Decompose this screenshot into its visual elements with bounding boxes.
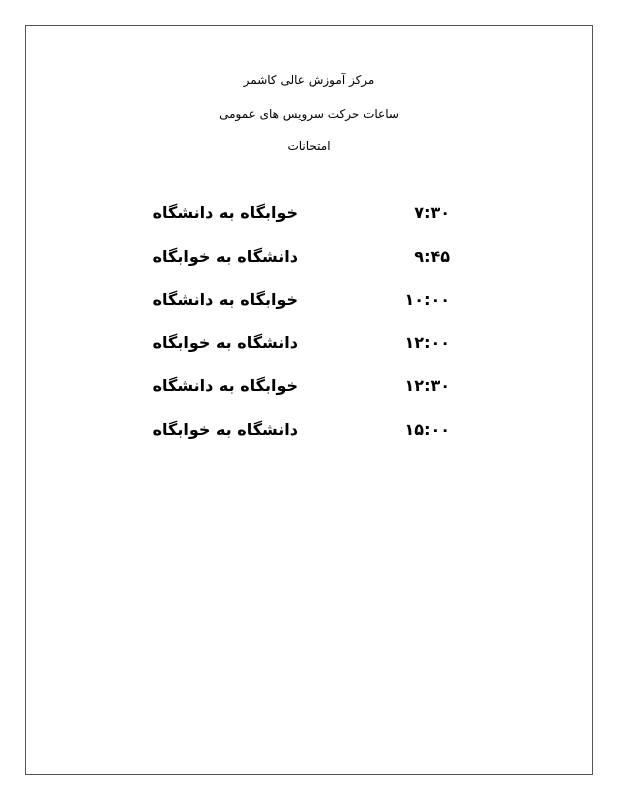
schedule-row	[0, 290, 618, 316]
departure-time: ۹:۴۵	[414, 247, 450, 266]
institution-name: مرکز آموزش عالی کاشمر	[243, 73, 375, 87]
schedule-row	[0, 376, 618, 402]
route-label: دانشگاه به خوابگاه	[152, 333, 298, 352]
schedule-row	[0, 247, 618, 273]
departure-time: ۱۰:۰۰	[404, 290, 450, 309]
departure-time: ۱۵:۰۰	[404, 420, 450, 439]
page-subtitle: امتحانات	[287, 139, 331, 153]
departure-time: ۱۲:۰۰	[404, 333, 450, 352]
route-label: دانشگاه به خوابگاه	[152, 420, 298, 439]
departure-time: ۱۲:۳۰	[404, 376, 450, 395]
schedule-row	[0, 203, 618, 229]
page-title: ساعات حرکت سرویس های عمومی	[219, 107, 399, 121]
departure-time: ۷:۳۰	[414, 203, 450, 222]
schedule-row	[0, 420, 618, 446]
schedule-row	[0, 333, 618, 359]
route-label: خوابگاه به دانشگاه	[152, 376, 298, 395]
route-label: خوابگاه به دانشگاه	[152, 290, 298, 309]
route-label: خوابگاه به دانشگاه	[152, 203, 298, 222]
route-label: دانشگاه به خوابگاه	[152, 247, 298, 266]
